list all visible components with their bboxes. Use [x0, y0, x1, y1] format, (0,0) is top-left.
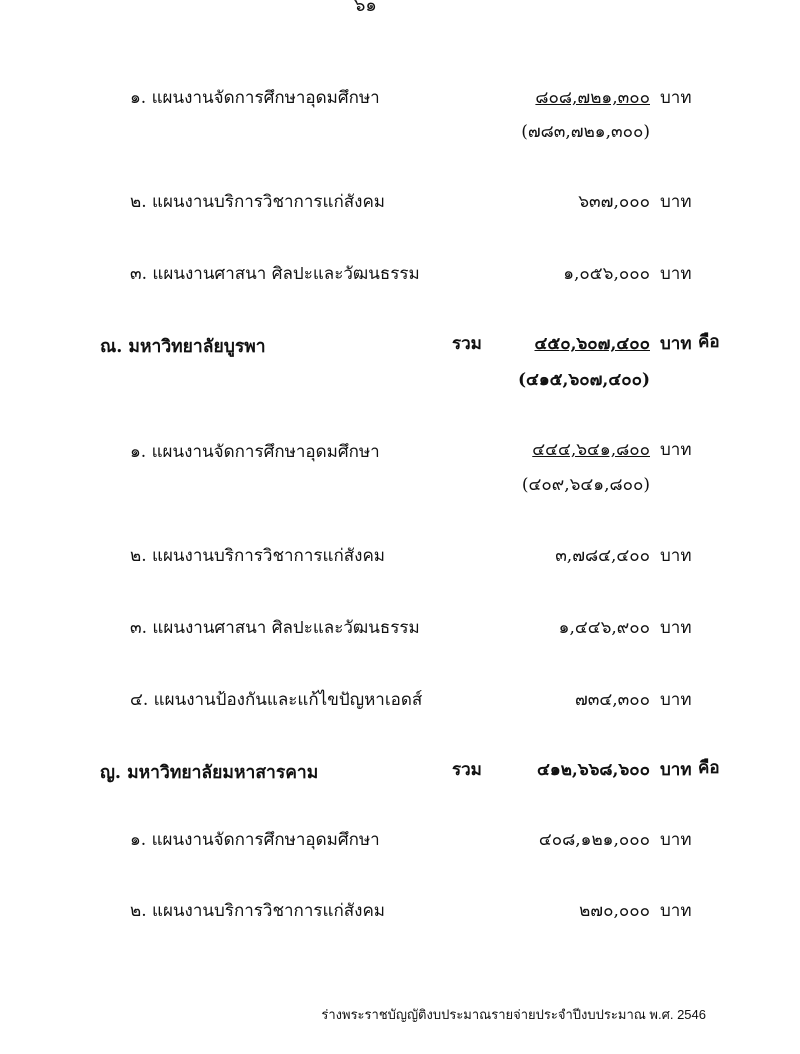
item-label: ๒. แผนงานบริการวิชาการแก่สังคม — [130, 901, 386, 921]
total-unit: บาท — [660, 334, 692, 354]
item-amount: ๑,๐๕๖,๐๐๐ — [563, 264, 650, 284]
page-footer: ร่างพระราชบัญญัติงบประมาณรายจ่ายประจำปีงบประมาณ พ.ศ. 2546 — [321, 1007, 706, 1022]
total-suffix: คือ — [698, 332, 720, 352]
total-suffix: คือ — [698, 758, 720, 778]
item-unit: บาท — [660, 546, 692, 566]
section-heading: ญ. มหาวิทยาลัยมหาสารคาม — [100, 763, 319, 783]
item-amount: ๔๔๔,๖๔๑,๘๐๐ — [532, 440, 650, 460]
item-label: ๔. แผนงานป้องกันและแก้ไขปัญหาเอดส์ — [130, 690, 423, 710]
item-unit: บาท — [660, 192, 692, 212]
total-amount: ๔๕๐,๖๐๗,๔๐๐ — [534, 334, 650, 354]
item-amount: ๗๓๔,๓๐๐ — [574, 690, 650, 710]
total-label: รวม — [452, 334, 482, 354]
item-label: ๓. แผนงานศาสนา ศิลปะและวัฒนธรรม — [130, 264, 420, 284]
item-amount: ๒๗๐,๐๐๐ — [579, 901, 650, 921]
item-label: ๒. แผนงานบริการวิชาการแก่สังคม — [130, 192, 386, 212]
total-amount: ๔๑๒,๖๖๘,๖๐๐ — [537, 760, 650, 780]
item-label: ๑. แผนงานจัดการศึกษาอุดมศึกษา — [130, 830, 380, 850]
total-unit: บาท — [660, 760, 692, 780]
item-label: ๑. แผนงานจัดการศึกษาอุดมศึกษา — [130, 442, 380, 462]
item-amount: ๓,๗๘๔,๔๐๐ — [555, 546, 650, 566]
item-unit: บาท — [660, 830, 692, 850]
item-label: ๒. แผนงานบริการวิชาการแก่สังคม — [130, 546, 386, 566]
total-label: รวม — [452, 760, 482, 780]
item-label: ๓. แผนงานศาสนา ศิลปะและวัฒนธรรม — [130, 618, 420, 638]
item-amount: ๑,๔๔๖,๙๐๐ — [558, 618, 650, 638]
item-label: ๑. แผนงานจัดการศึกษาอุดมศึกษา — [130, 88, 380, 108]
item-unit: บาท — [660, 901, 692, 921]
item-unit: บาท — [660, 618, 692, 638]
item-unit: บาท — [660, 690, 692, 710]
item-amount: ๖๓๗,๐๐๐ — [578, 192, 650, 212]
item-unit: บาท — [660, 440, 692, 460]
item-amount: ๘๐๘,๗๒๑,๓๐๐ — [535, 88, 650, 108]
item-sub-amount: (๔๐๙,๖๔๑,๘๐๐) — [521, 475, 650, 495]
page-number: ๖๑ — [354, 0, 377, 16]
section-heading: ณ. มหาวิทยาลัยบูรพา — [100, 337, 266, 357]
item-amount: ๔๐๘,๑๒๑,๐๐๐ — [538, 830, 650, 850]
item-sub-amount: (๗๘๓,๗๒๑,๓๐๐) — [521, 122, 650, 142]
total-sub-amount: (๔๑๕,๖๐๗,๔๐๐) — [517, 370, 650, 390]
item-unit: บาท — [660, 264, 692, 284]
item-unit: บาท — [660, 88, 692, 108]
